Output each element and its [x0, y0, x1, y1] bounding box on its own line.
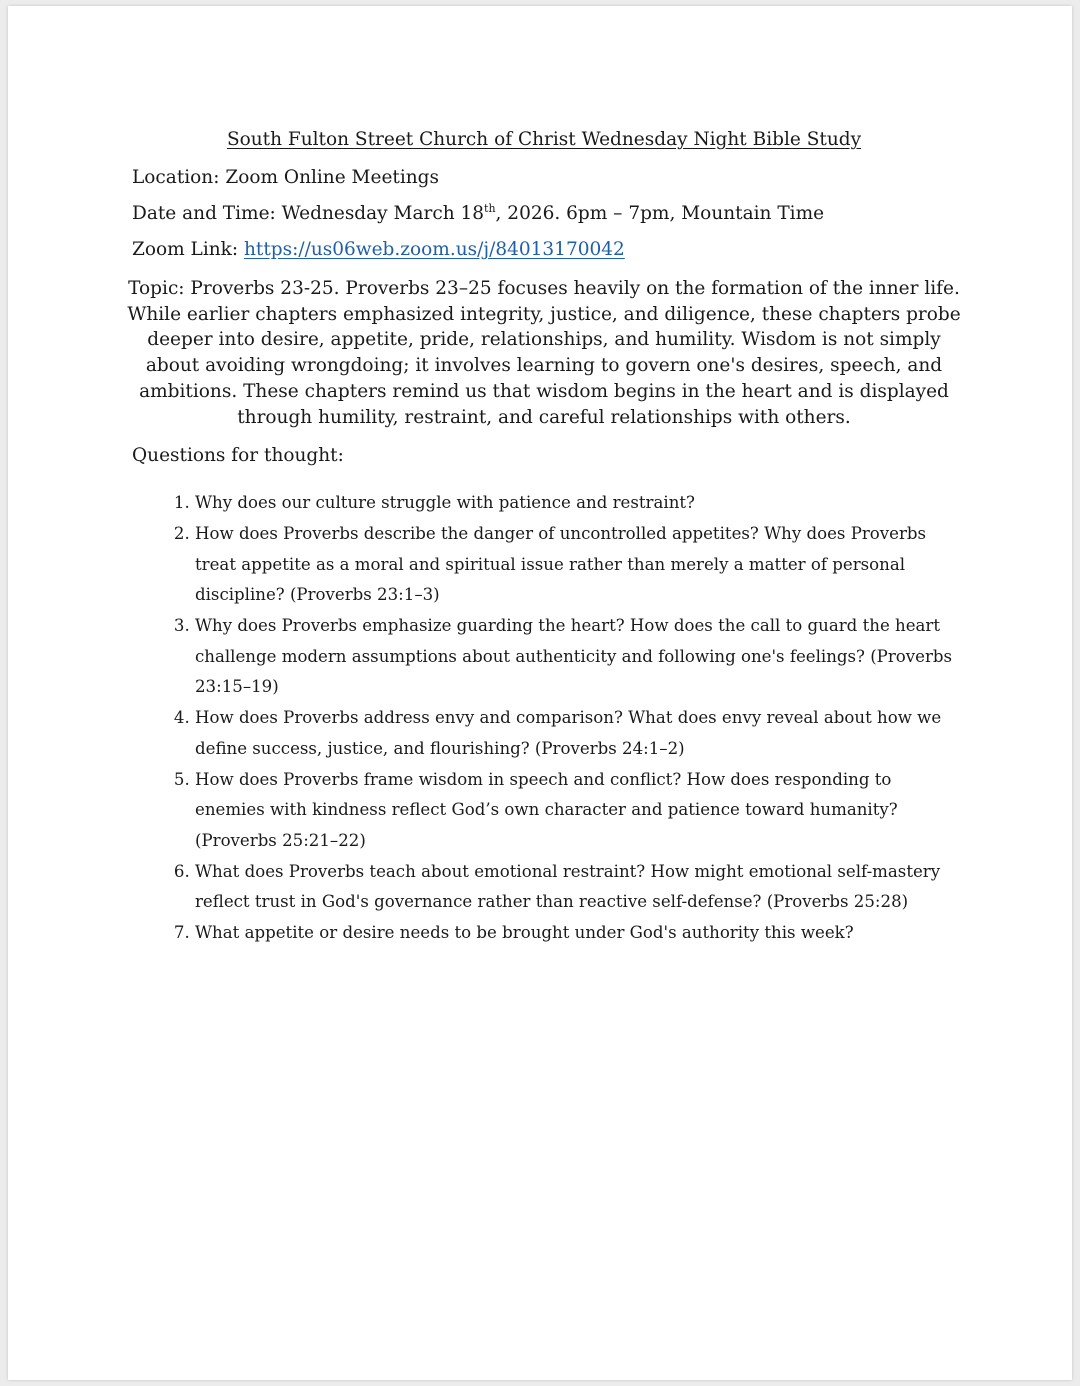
document-title: South Fulton Street Church of Christ Wednesday Night Bible Study [226, 129, 862, 150]
location-line [132, 166, 956, 190]
location-value: Zoom Online Meetings [225, 167, 439, 188]
questions-heading: Questions for thought: [132, 445, 344, 467]
topic-paragraph: Topic: Proverbs 23-25. Proverbs 23–25 focuses heavily on the formation of the inner life. While earlier chapters emphasized integrity, justice, and diligence, these chapters probe deeper into desire, appetite, pride, relationships, and humility. Wisdom is not simply about avoiding wrongdoing; it involves learning to govern one's desires, speech, and ambitions. These chapters remind us that wisdom begins in the heart and is displayed through humility, restraint, and careful relationships with others. [127, 278, 961, 428]
zoom-label: Zoom Link: [132, 239, 244, 260]
question-item: 5. How does Proverbs frame wisdom in speech and conflict? How does responding to enemies with kindness reflect God’s own character and patience toward humanity? (Proverbs 25:21–22) [195, 765, 956, 857]
questions-list [132, 488, 956, 949]
question-item: 2. How does Proverbs describe the danger of uncontrolled appetites? Why does Proverbs treat appetite as a moral and spiritual issue rather than merely a matter of personal discipline? (Proverbs 23:1–3) [195, 519, 956, 611]
location-label: Location: [132, 167, 226, 188]
document-page [8, 6, 1072, 1380]
question-item: 7. What appetite or desire needs to be brought under God's authority this week? [195, 918, 956, 949]
document-content [127, 128, 961, 949]
zoom-line [132, 238, 956, 262]
datetime-rest: , 2026. 6pm – 7pm, Mountain Time [495, 203, 825, 224]
question-item: 3. Why does Proverbs emphasize guarding the heart? How does the call to guard the heart challenge modern assumptions about authenticity and following one's feelings? (Proverbs 23:15–19) [195, 611, 956, 703]
question-item: 1. Why does our culture struggle with patience and restraint? [195, 488, 956, 519]
question-item: 4. How does Proverbs address envy and comparison? What does envy reveal about how we define success, justice, and flourishing? (Proverbs 24:1–2) [195, 703, 956, 764]
datetime-date: Wednesday March 18 [281, 203, 485, 224]
datetime-label: Date and Time: [132, 203, 282, 224]
datetime-line [132, 202, 956, 226]
question-item: 6. What does Proverbs teach about emotional restraint? How might emotional self-mastery reflect trust in God's governance rather than reactive self-defense? (Proverbs 25:28) [195, 857, 956, 918]
zoom-link[interactable]: https://us06web.zoom.us/j/84013170042 [244, 239, 625, 260]
datetime-ordinal: th [484, 202, 496, 215]
